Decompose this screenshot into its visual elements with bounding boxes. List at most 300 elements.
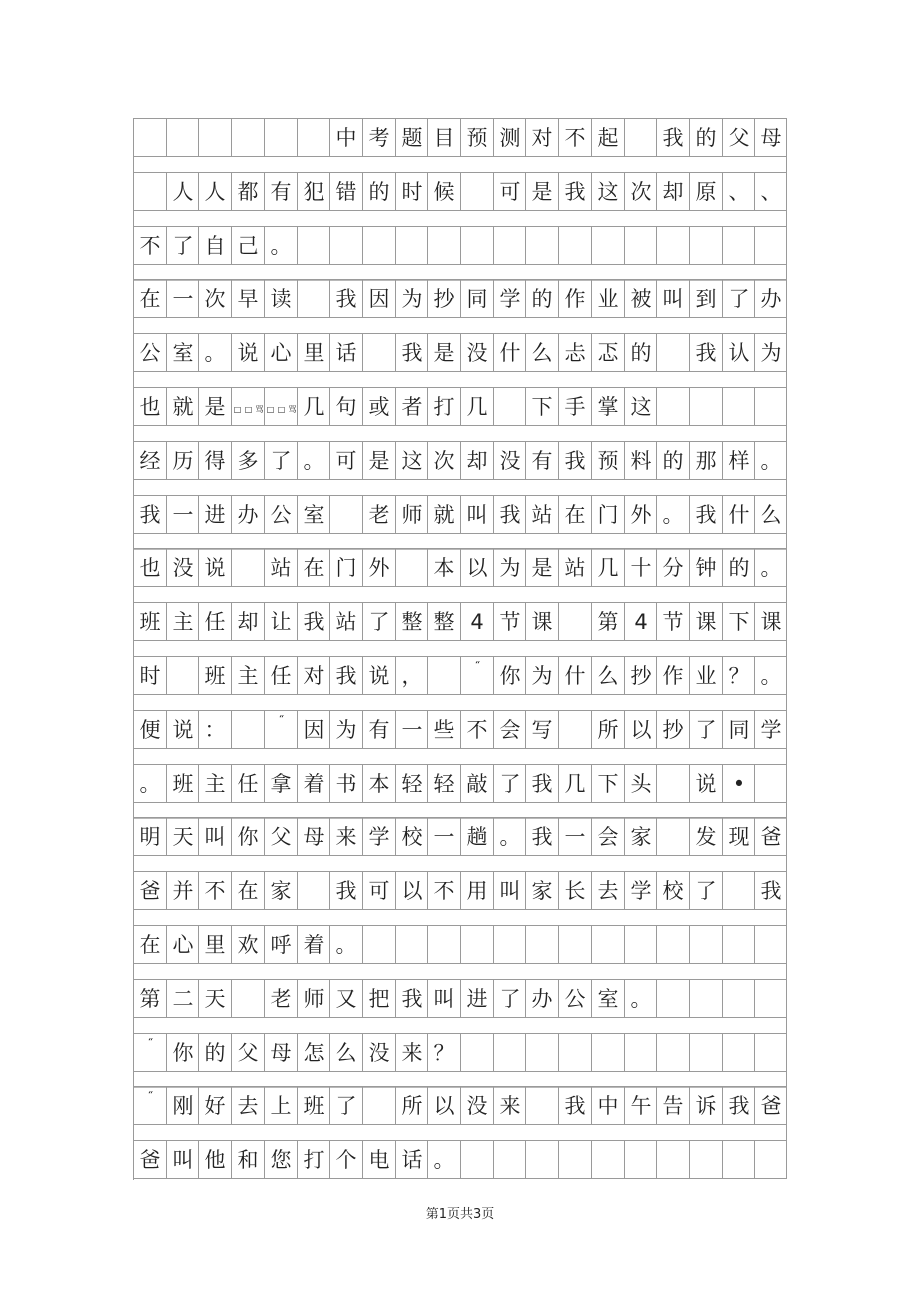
grid-cell — [232, 711, 265, 749]
grid-character: 叫 — [172, 1148, 194, 1172]
grid-character: 你 — [499, 664, 521, 688]
grid-character: 刚 — [172, 1094, 194, 1118]
grid-character: 轻 — [433, 772, 455, 796]
grid-character: 趟 — [466, 825, 488, 849]
grid-character: 没 — [466, 341, 488, 365]
grid-character: 有 — [368, 718, 390, 742]
grid-character: 么 — [531, 341, 553, 365]
grid-character: 师 — [303, 987, 325, 1011]
grid-character: 所 — [401, 1094, 423, 1118]
grid-character: 了 — [695, 718, 717, 742]
grid-character: 却 — [662, 180, 684, 204]
grid-character: 没 — [499, 449, 521, 473]
grid-character: 。 — [630, 987, 652, 1011]
grid-character: 几 — [597, 556, 619, 580]
grid-cell — [723, 926, 755, 964]
grid-cell — [625, 926, 657, 964]
grid-row — [133, 1033, 787, 1073]
grid-character: 多 — [237, 449, 259, 473]
grid-character: 目 — [433, 126, 455, 150]
grid-cell — [199, 119, 232, 157]
grid-character: 可 — [499, 180, 521, 204]
grid-character: 着 — [303, 772, 325, 796]
grid-character: 呼 — [270, 933, 292, 957]
grid-cell — [755, 388, 787, 426]
grid-character: 所 — [597, 718, 619, 742]
grid-character: 学 — [630, 879, 652, 903]
grid-character: 的 — [728, 556, 750, 580]
grid-character: 诉 — [695, 1094, 717, 1118]
grid-cell — [134, 173, 167, 211]
grid-cell — [559, 603, 592, 641]
grid-character: 欢 — [237, 933, 259, 957]
grid-character: 校 — [401, 825, 423, 849]
grid-character: 任 — [237, 772, 259, 796]
grid-character: 明 — [139, 825, 161, 849]
row-gap — [133, 641, 787, 657]
grid-character: 门 — [335, 556, 357, 580]
grid-cell — [526, 1034, 559, 1072]
grid-cell — [755, 227, 787, 265]
grid-character: 4 — [470, 610, 484, 634]
grid-character: 这 — [597, 180, 619, 204]
row-gap — [133, 856, 787, 872]
grid-character: 这 — [401, 449, 423, 473]
grid-character: 我 — [335, 664, 357, 688]
grid-character: 室 — [597, 987, 619, 1011]
grid-row — [133, 333, 787, 373]
grid-character: 心 — [172, 933, 194, 957]
grid-character: □ — [277, 405, 286, 414]
grid-character: 了 — [499, 987, 521, 1011]
grid-character: 早 — [237, 287, 259, 311]
grid-cell — [298, 872, 330, 910]
grid-character: 为 — [401, 287, 423, 311]
grid-character: 己 — [237, 234, 259, 258]
grid-character: 老 — [368, 503, 390, 527]
grid-character: 来 — [401, 1041, 423, 1065]
grid-character: 。 — [433, 1148, 455, 1172]
grid-cell — [657, 1034, 690, 1072]
grid-character: 起 — [597, 126, 619, 150]
grid-character: 十 — [630, 556, 652, 580]
grid-character: 考 — [368, 126, 390, 150]
grid-cell — [723, 872, 755, 910]
grid-character: 。 — [335, 933, 357, 957]
grid-cell — [232, 980, 265, 1018]
grid-character: 那 — [695, 449, 717, 473]
row-gap — [133, 964, 787, 980]
grid-cell — [755, 980, 787, 1018]
grid-character: 几 — [564, 772, 586, 796]
grid-character: 却 — [466, 449, 488, 473]
grid-character: 么 — [597, 664, 619, 688]
grid-character: 我 — [564, 1094, 586, 1118]
grid-character: 叫 — [466, 503, 488, 527]
grid-character: 节 — [662, 610, 684, 634]
grid-character: 叫 — [433, 987, 455, 1011]
grid-character: 家 — [270, 879, 292, 903]
grid-character: 说 — [368, 664, 390, 688]
grid-character: 业 — [695, 664, 717, 688]
grid-character: 告 — [662, 1094, 684, 1118]
grid-character: 师 — [401, 503, 423, 527]
grid-cell — [363, 926, 396, 964]
grid-cell — [298, 119, 330, 157]
grid-character: 会 — [499, 718, 521, 742]
grid-character: 我 — [499, 503, 521, 527]
grid-character: 你 — [237, 825, 259, 849]
grid-character: 中 — [335, 126, 357, 150]
grid-character: 为 — [335, 718, 357, 742]
grid-character: 。 — [204, 341, 226, 365]
grid-character: 任 — [204, 610, 226, 634]
grid-character: 室 — [172, 341, 194, 365]
grid-character: 去 — [237, 1094, 259, 1118]
grid-character: 主 — [237, 664, 259, 688]
row-gap — [133, 1018, 787, 1034]
grid-character: 中 — [597, 1094, 619, 1118]
grid-character: 我 — [401, 341, 423, 365]
grid-character: 我 — [760, 879, 782, 903]
grid-cell — [625, 227, 657, 265]
grid-character: 作 — [662, 664, 684, 688]
grid-cell — [526, 227, 559, 265]
grid-character: 不 — [466, 718, 488, 742]
grid-cell — [755, 765, 787, 803]
grid-character: 手 — [564, 395, 586, 419]
grid-character: 我 — [564, 180, 586, 204]
grid-character: 家 — [531, 879, 553, 903]
grid-character: 主 — [172, 610, 194, 634]
grid-cell — [330, 496, 363, 534]
grid-cell — [494, 1034, 526, 1072]
grid-character: 者 — [401, 395, 423, 419]
grid-cell — [559, 711, 592, 749]
grid-cell — [657, 334, 690, 372]
grid-row — [133, 118, 787, 158]
grid-character: ？ — [433, 1041, 455, 1065]
grid-cell — [428, 657, 461, 695]
grid-character: 天 — [172, 825, 194, 849]
grid-cell — [723, 227, 755, 265]
grid-character: 叫 — [499, 879, 521, 903]
grid-cell — [363, 227, 396, 265]
grid-character: 什 — [564, 664, 586, 688]
grid-character: 错 — [335, 180, 357, 204]
grid-row — [133, 226, 787, 266]
grid-character: 进 — [466, 987, 488, 1011]
row-gap — [133, 211, 787, 227]
grid-character: ： — [204, 718, 226, 742]
grid-cell — [461, 1141, 494, 1179]
grid-character: 次 — [433, 449, 455, 473]
grid-cell — [428, 227, 461, 265]
row-gap — [133, 910, 787, 926]
grid-character: 钟 — [695, 556, 717, 580]
grid-cell — [755, 1141, 787, 1179]
grid-cell — [657, 227, 690, 265]
grid-cell — [625, 1034, 657, 1072]
grid-cell — [592, 926, 625, 964]
grid-character: 天 — [204, 987, 226, 1011]
grid-character: 办 — [531, 987, 553, 1011]
grid-character: 骂 — [288, 405, 297, 414]
grid-character: 心 — [270, 341, 292, 365]
grid-character: 写 — [531, 718, 553, 742]
grid-character: 的 — [531, 287, 553, 311]
grid-character: 到 — [695, 287, 717, 311]
grid-cell — [559, 1141, 592, 1179]
grid-cell — [559, 926, 592, 964]
row-gap — [133, 587, 787, 603]
grid-character: 了 — [335, 1094, 357, 1118]
grid-character: 现 — [728, 825, 750, 849]
grid-character: 课 — [695, 610, 717, 634]
grid-character: 母 — [303, 825, 325, 849]
grid-cell — [265, 119, 298, 157]
grid-character: 时 — [401, 180, 423, 204]
grid-character: 班 — [172, 772, 194, 796]
grid-character: 一 — [401, 718, 423, 742]
grid-character: 料 — [630, 449, 652, 473]
grid-cell — [755, 1034, 787, 1072]
grid-character: 业 — [597, 287, 619, 311]
grid-row — [133, 548, 787, 588]
grid-character: 了 — [270, 449, 292, 473]
grid-character: 得 — [204, 449, 226, 473]
grid-character: 说 — [204, 556, 226, 580]
grid-character: 说 — [172, 718, 194, 742]
grid-row — [133, 871, 787, 911]
row-gap — [133, 480, 787, 496]
grid-character: 作 — [564, 287, 586, 311]
grid-cell — [657, 765, 690, 803]
grid-row — [133, 279, 787, 319]
grid-character: 来 — [335, 825, 357, 849]
grid-character: 没 — [368, 1041, 390, 1065]
grid-character: 了 — [368, 610, 390, 634]
grid-character: 。 — [499, 825, 521, 849]
grid-character: 室 — [303, 503, 325, 527]
grid-cell — [494, 926, 526, 964]
grid-character: 有 — [270, 180, 292, 204]
grid-character: 。 — [662, 503, 684, 527]
grid-cell — [559, 227, 592, 265]
grid-cell — [461, 227, 494, 265]
grid-cell — [461, 926, 494, 964]
grid-row — [133, 817, 787, 857]
grid-character: 去 — [597, 879, 619, 903]
grid-character: 预 — [597, 449, 619, 473]
grid-row — [133, 710, 787, 750]
grid-character: 骂 — [255, 405, 264, 414]
grid-character: “ — [278, 714, 284, 725]
grid-cell — [755, 926, 787, 964]
grid-character: 因 — [303, 718, 325, 742]
grid-character: 家 — [630, 825, 652, 849]
grid-character: 以 — [401, 879, 423, 903]
grid-character: 忑 — [597, 341, 619, 365]
grid-character: 课 — [531, 610, 553, 634]
grid-character: 题 — [401, 126, 423, 150]
grid-cell — [494, 388, 526, 426]
grid-character: 原 — [695, 180, 717, 204]
grid-character: 我 — [564, 449, 586, 473]
grid-character: 门 — [597, 503, 619, 527]
grid-cell — [232, 549, 265, 587]
grid-character: □ — [233, 405, 242, 414]
grid-cell — [723, 980, 755, 1018]
grid-cell — [592, 1034, 625, 1072]
grid-character: 。 — [139, 772, 161, 796]
grid-character: 你 — [172, 1041, 194, 1065]
grid-character: □ — [244, 405, 253, 414]
grid-character: 我 — [662, 126, 684, 150]
grid-cell — [494, 1141, 526, 1179]
grid-cell — [167, 657, 199, 695]
grid-character: 我 — [695, 503, 717, 527]
grid-character: 里 — [204, 933, 226, 957]
grid-row — [133, 925, 787, 965]
grid-character: 历 — [172, 449, 194, 473]
grid-character: 进 — [204, 503, 226, 527]
grid-character: 自 — [204, 234, 226, 258]
grid-character: 第 — [139, 987, 161, 1011]
grid-character: 下 — [728, 610, 750, 634]
grid-character: 来 — [499, 1094, 521, 1118]
grid-character: 、 — [728, 180, 750, 204]
grid-character: 整 — [433, 610, 455, 634]
grid-character: 我 — [139, 503, 161, 527]
page-footer: 第1页共3页 — [425, 1207, 495, 1222]
grid-character: 样 — [728, 449, 750, 473]
grid-cell — [330, 227, 363, 265]
grid-character: 的 — [662, 449, 684, 473]
grid-cell — [396, 549, 428, 587]
grid-character: 站 — [564, 556, 586, 580]
grid-character: 老 — [270, 987, 292, 1011]
row-gap — [133, 1125, 787, 1141]
grid-row — [133, 979, 787, 1019]
grid-row — [133, 172, 787, 212]
grid-character: 掌 — [597, 395, 619, 419]
grid-character: 办 — [760, 287, 782, 311]
grid-character: 了 — [499, 772, 521, 796]
grid-character: 人 — [204, 180, 226, 204]
grid-character: 在 — [564, 503, 586, 527]
grid-character: 说 — [695, 772, 717, 796]
grid-cell — [625, 119, 657, 157]
grid-character: 一 — [172, 503, 194, 527]
grid-character: 怎 — [303, 1041, 325, 1065]
grid-character: 为 — [499, 556, 521, 580]
grid-character: 好 — [204, 1094, 226, 1118]
grid-character: 有 — [531, 449, 553, 473]
grid-character: 么 — [335, 1041, 357, 1065]
grid-character: 发 — [695, 825, 717, 849]
grid-character: 我 — [728, 1094, 750, 1118]
grid-character: 办 — [237, 503, 259, 527]
grid-character: 什 — [499, 341, 521, 365]
grid-character: 一 — [433, 825, 455, 849]
grid-character: 的 — [630, 341, 652, 365]
grid-character: 对 — [531, 126, 553, 150]
grid-character: 班 — [139, 610, 161, 634]
grid-character: 以 — [433, 1094, 455, 1118]
grid-character: 就 — [172, 395, 194, 419]
grid-cell — [657, 818, 690, 856]
grid-character: 被 — [630, 287, 652, 311]
grid-character: 没 — [466, 1094, 488, 1118]
grid-character: 以 — [466, 556, 488, 580]
grid-row — [133, 764, 787, 804]
grid-character: 在 — [139, 287, 161, 311]
grid-character: 抄 — [662, 718, 684, 742]
grid-row — [133, 656, 787, 696]
grid-character: ， — [401, 664, 423, 688]
grid-cell — [657, 926, 690, 964]
grid-character: 在 — [139, 933, 161, 957]
grid-character: “ — [474, 660, 480, 671]
grid-character: 父 — [270, 825, 292, 849]
grid-character: 句 — [335, 395, 357, 419]
row-gap — [133, 749, 787, 765]
grid-character: 了 — [172, 234, 194, 258]
grid-character: 拿 — [270, 772, 292, 796]
grid-cell — [723, 1141, 755, 1179]
row-gap — [133, 372, 787, 388]
grid-row — [133, 602, 787, 642]
grid-character: 次 — [204, 287, 226, 311]
grid-character: 外 — [368, 556, 390, 580]
grid-character: 是 — [433, 341, 455, 365]
grid-character: 这 — [630, 395, 652, 419]
grid-character: 预 — [466, 126, 488, 150]
grid-character: 却 — [237, 610, 259, 634]
grid-character: 4 — [634, 610, 648, 634]
grid-character: 读 — [270, 287, 292, 311]
grid-character: 什 — [728, 503, 750, 527]
grid-character: 几 — [303, 395, 325, 419]
grid-cell — [461, 173, 494, 211]
grid-character: 爸 — [760, 825, 782, 849]
grid-character: 学 — [499, 287, 521, 311]
grid-character: 。 — [760, 664, 782, 688]
grid-cell — [526, 1087, 559, 1125]
grid-character: 爸 — [760, 1094, 782, 1118]
grid-cell — [526, 1141, 559, 1179]
grid-character: 话 — [335, 341, 357, 365]
grid-character: 为 — [760, 341, 782, 365]
grid-cell — [559, 1034, 592, 1072]
row-gap — [133, 157, 787, 173]
grid-character: 不 — [433, 879, 455, 903]
grid-cell — [657, 388, 690, 426]
grid-character: 我 — [335, 879, 357, 903]
grid-character: 经 — [139, 449, 161, 473]
grid-character: 我 — [531, 825, 553, 849]
grid-character: 第 — [597, 610, 619, 634]
grid-character: 可 — [335, 449, 357, 473]
grid-character: 母 — [270, 1041, 292, 1065]
grid-cell — [461, 1034, 494, 1072]
grid-character: 让 — [270, 610, 292, 634]
grid-character: 叫 — [204, 825, 226, 849]
grid-character: 测 — [499, 126, 521, 150]
grid-character: 书 — [335, 772, 357, 796]
grid-character: 又 — [335, 987, 357, 1011]
